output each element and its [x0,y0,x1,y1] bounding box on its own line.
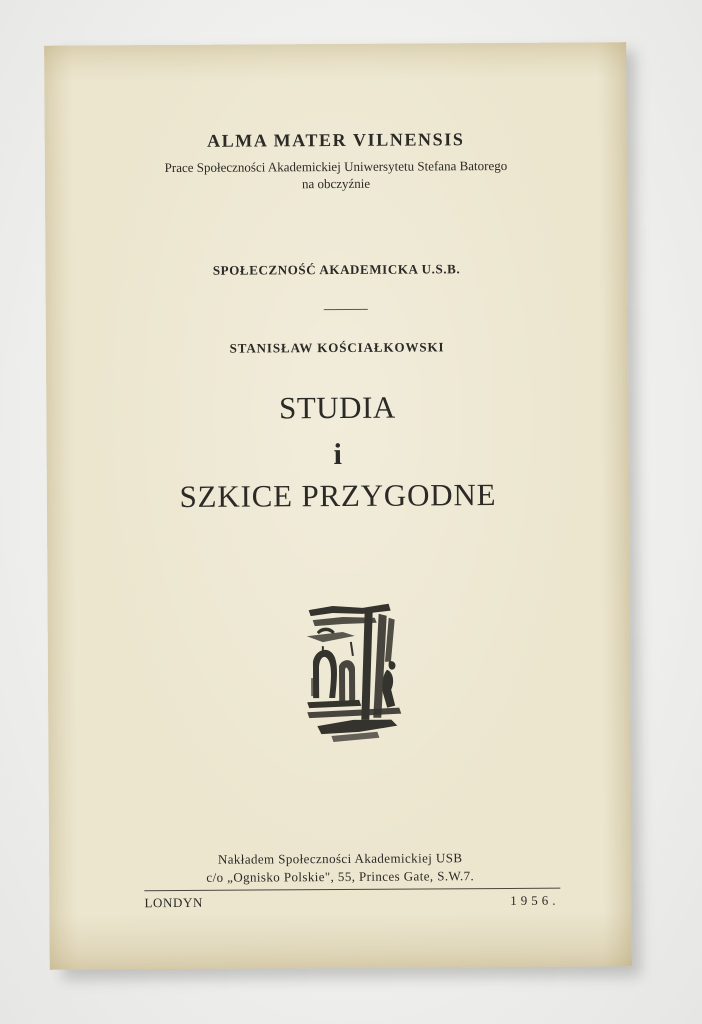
book-title-line-1: STUDIA [278,389,396,426]
publisher-line-1: Nakładem Społeczności Akademickiej USB [217,850,463,867]
society-name: SPOŁECZNOŚĆ AKADEMICKA U.S.B. [212,261,461,278]
publication-year: 1956. [510,892,560,908]
book-title-line-2: SZKICE PRZYGODNE [179,477,497,514]
woodcut-emblem [303,602,404,745]
publication-place: LONDYN [144,894,203,911]
publisher-line-2: c/o „Ognisko Polskie", 55, Princes Gate, S.W.7. [206,868,475,885]
short-divider [324,309,368,310]
series-subtitle [45,156,627,194]
series-title: ALMA MATER VILNENSIS [207,129,465,151]
booklet-cover [44,42,632,970]
footer-divider [144,888,560,892]
publisher-info [49,848,631,888]
book-title-conjunction: i [333,437,342,472]
series-subtitle-line-1: Prace Społeczności Akademickiej Uniwersytetu Stefana Batorego [164,157,508,176]
series-subtitle-line-2: na obczyźnie [301,175,371,192]
author-name: STANISŁAW KOŚCIAŁKOWSKI [229,339,445,356]
